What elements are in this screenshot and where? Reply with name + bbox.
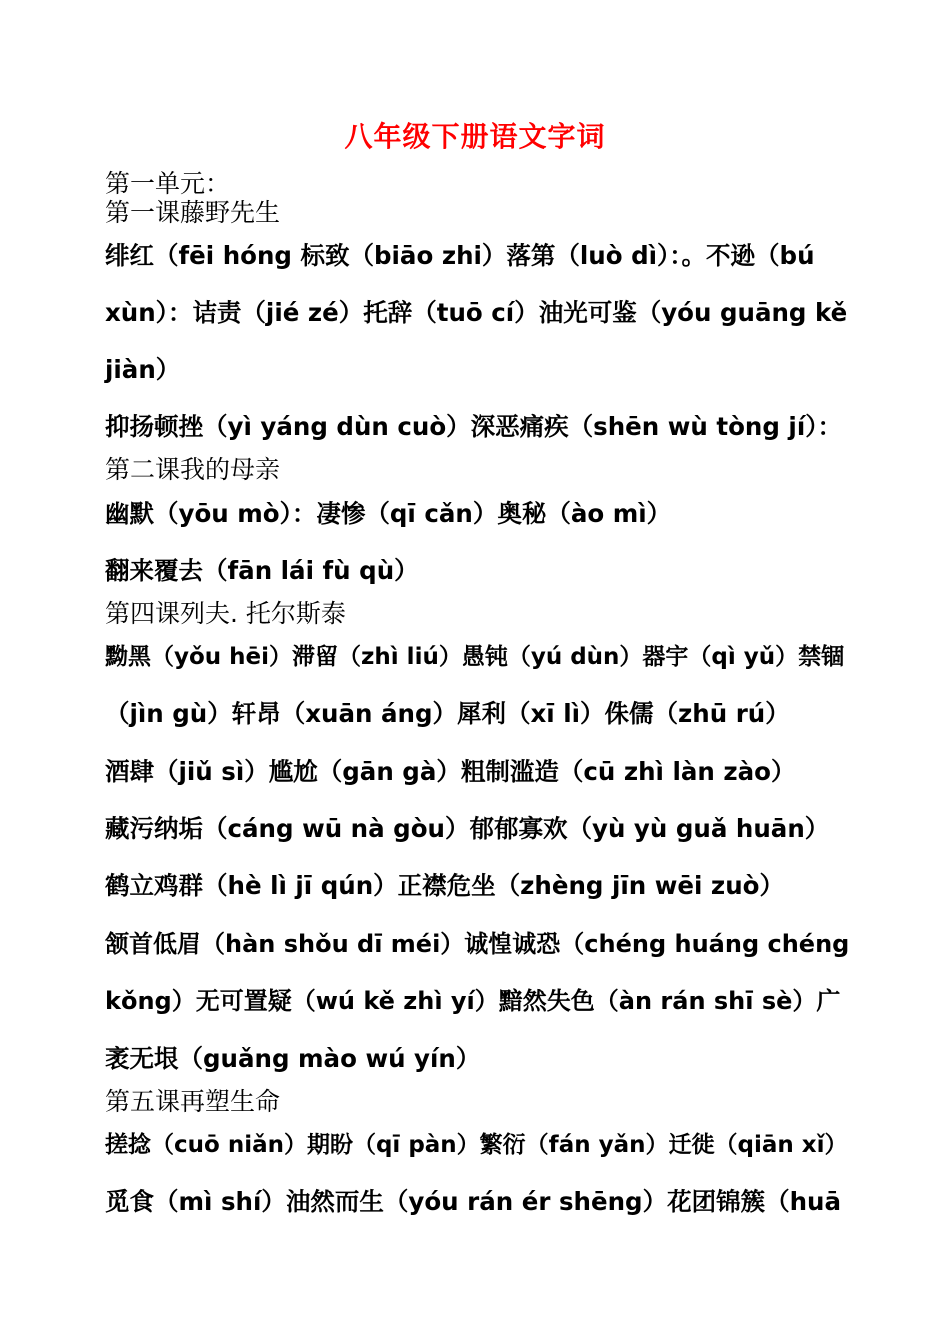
vocab-line: 抑扬顿挫（yì yáng dùn cuò）深恶痛疾（shēn wù tòng jí）： — [105, 412, 842, 441]
vocab-line: （jìn gù）轩昂（xuān áng）犀利（xī lì）侏儒（zhū rú） — [105, 699, 790, 728]
lesson-heading: 第四课列夫. 托尔斯泰 — [105, 599, 346, 628]
vocab-line: xùn）：诘责（jié zé）托辞（tuō cí）油光可鉴（yóu guāng kě — [105, 298, 848, 327]
vocab-line: jiàn） — [105, 355, 181, 384]
lesson-heading: 第二课我的母亲 — [105, 455, 281, 484]
vocab-line: 鹤立鸡群（hè lì jī qún）正襟危坐（zhèng jīn wēi zuò） — [105, 871, 784, 900]
vocab-line: kǒng）无可置疑（wú kě zhì yí）黯然失色（àn rán shī sè）广 — [105, 987, 841, 1015]
vocab-line: 黝黑（yǒu hēi）滞留（zhì liú）愚钝（yú dùn）器宇（qì yǔ）禁锢 — [105, 644, 845, 670]
vocab-line: 翻来覆去（fān lái fù qù） — [105, 556, 419, 585]
lesson-heading: 第五课再塑生命 — [105, 1087, 281, 1116]
unit-heading: 第一单元： — [105, 169, 231, 198]
vocab-line: 酒肆（jiǔ sì）尴尬（gān gà）粗制滥造（cū zhì làn zào） — [105, 757, 796, 786]
vocab-line: 袤无垠（guǎng mào wú yín） — [105, 1044, 481, 1073]
vocab-line: 搓捻（cuō niǎn）期盼（qī pàn）繁衍（fán yǎn）迁徙（qiān xǐ） — [105, 1132, 848, 1158]
vocab-line: 幽默（yōu mò）：凄惨（qī cǎn）奥秘（ào mì） — [105, 499, 672, 528]
lesson-heading: 第一课藤野先生 — [105, 198, 281, 227]
vocab-line: 绯红（fēi hóng 标致（biāo zhi）落第（luò dì）：。不逊（bú — [105, 241, 815, 270]
vocab-line: 藏污纳垢（cáng wū nà gòu）郁郁寡欢（yù yù guǎ huān） — [105, 814, 830, 843]
vocab-line: 颔首低眉（hàn shǒu dī méi）诚惶诚恐（chéng huáng chéng — [105, 930, 850, 958]
document-title: 八年级下册语文字词 — [344, 120, 606, 153]
vocab-line: 觅食（mì shí）油然而生（yóu rán ér shēng）花团锦簇（huā — [105, 1187, 842, 1216]
